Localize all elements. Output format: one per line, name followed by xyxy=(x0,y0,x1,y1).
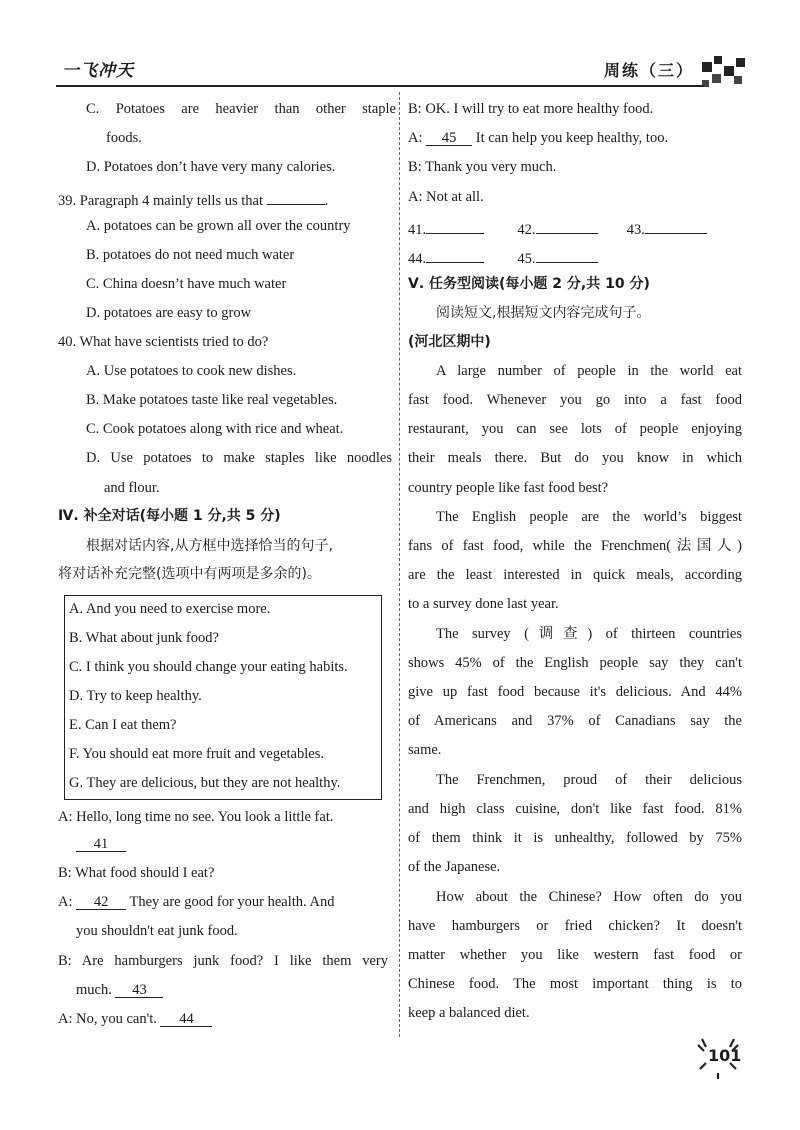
dialog-line-3 xyxy=(58,892,334,912)
dialog-line-7-speaker: A: xyxy=(408,130,423,146)
dialog-line-4-much: much. xyxy=(76,982,112,998)
answer-42-label: 42. xyxy=(517,222,536,238)
answer-row-2 xyxy=(408,245,598,269)
section-4-instruction-2: 将对话补充完整(选项中有两项是多余的)。 xyxy=(58,566,321,582)
option-d: D. Try to keep healthy. xyxy=(69,688,202,704)
dialog-line-7-text: It can help you keep healthy, too. xyxy=(475,130,669,146)
header-rule xyxy=(56,85,704,87)
passage-line: of Americans and 37% of Canadians say the xyxy=(408,713,742,729)
question-39-text: 39. Paragraph 4 mainly tells us that xyxy=(58,193,263,209)
page-header xyxy=(0,0,800,95)
passage-line: their meals there. But do you know in which xyxy=(408,450,742,466)
q40-option-a: A. Use potatoes to cook new dishes. xyxy=(86,363,297,379)
q39-option-c: C. China doesn’t have much water xyxy=(86,276,287,292)
q39-period: . xyxy=(324,193,329,209)
q39-option-d: D. potatoes are easy to grow xyxy=(86,305,252,321)
dialog-line-4: B: Are hamburgers junk food? I like them very xyxy=(58,953,388,969)
passage-line: restaurant, you can see lots of people enjoying xyxy=(408,421,742,437)
dialog-line-5 xyxy=(58,1009,212,1029)
answer-45-label: 45. xyxy=(517,251,536,267)
blank-45[interactable]: 45 xyxy=(426,128,472,146)
dialog-blank-41-row xyxy=(76,834,126,854)
dialog-line-6: B: OK. I will try to eat more healthy food. xyxy=(408,101,654,117)
dialog-line-5-text: A: No, you can't. xyxy=(58,1011,157,1027)
option-b: B. What about junk food? xyxy=(69,630,219,646)
question-40: 40. What have scientists tried to do? xyxy=(58,334,269,350)
passage-line: are the least interested in quick meals, according xyxy=(408,567,742,583)
option-a: A. And you need to exercise more. xyxy=(69,601,271,617)
passage-line: of the Japanese. xyxy=(408,859,501,875)
dialog-line-2: B: What food should I eat? xyxy=(58,865,215,881)
blank-43[interactable]: 43 xyxy=(115,980,163,998)
section-5-instruction: 阅读短文,根据短文内容完成句子。 xyxy=(436,305,651,321)
section-4-heading: Ⅳ. 补全对话(每小题 1 分,共 5 分) xyxy=(58,508,281,524)
passage-line: The English people are the world’s biggest xyxy=(436,509,742,525)
passage-line: have hamburgers or fried chicken? It doesn't xyxy=(408,918,742,934)
answer-45-field[interactable] xyxy=(536,245,598,263)
passage-line: to a survey done last year. xyxy=(408,596,559,612)
answer-44-label: 44. xyxy=(408,251,427,267)
section-4-instruction-1: 根据对话内容,从方框中选择恰当的句子, xyxy=(86,538,333,554)
answer-41-field[interactable] xyxy=(426,216,484,234)
passage-line: How about the Chinese? How often do you xyxy=(436,889,742,905)
source-label: (河北区期中) xyxy=(408,334,491,350)
q38-option-c: C. Potatoes are heavier than other staple xyxy=(86,101,396,117)
passage-line: fans of fast food, while the Frenchmen(法国人) xyxy=(408,538,742,554)
page-number: 101 xyxy=(708,1046,742,1065)
section-5-heading: Ⅴ. 任务型阅读(每小题 2 分,共 10 分) xyxy=(408,276,650,292)
corner-decoration-icon xyxy=(700,52,748,92)
passage-line: same. xyxy=(408,742,442,758)
option-e: E. Can I eat them? xyxy=(69,717,177,733)
answer-41-label: 41. xyxy=(408,222,427,238)
option-f: F. You should eat more fruit and vegetables. xyxy=(69,746,324,762)
q40-option-d: D. Use potatoes to make staples like noodles xyxy=(86,450,392,466)
dialog-line-3-speaker: A: xyxy=(58,894,73,910)
q38-option-d: D. Potatoes don’t have very many calories. xyxy=(86,159,336,175)
answer-42-field[interactable] xyxy=(536,216,598,234)
answer-row-1 xyxy=(408,216,707,240)
dialog-line-9: A: Not at all. xyxy=(408,189,484,205)
passage-line: of them think it is unhealthy, followed by 75% xyxy=(408,830,742,846)
q40-option-b: B. Make potatoes taste like real vegetables. xyxy=(86,392,338,408)
option-c: C. I think you should change your eating habits. xyxy=(69,659,348,675)
options-box xyxy=(64,595,382,800)
passage-line: keep a balanced diet. xyxy=(408,1005,530,1021)
q40-option-d-cont: and flour. xyxy=(104,480,160,496)
answer-44-field[interactable] xyxy=(426,245,484,263)
q39-option-a: A. potatoes can be grown all over the country xyxy=(86,218,351,234)
passage-line: Chinese food. The most important thing is to xyxy=(408,976,742,992)
blank-44[interactable]: 44 xyxy=(160,1009,212,1027)
passage-line: matter whether you like western fast food or xyxy=(408,947,742,963)
dialog-line-3-text: They are good for your health. And xyxy=(129,894,335,910)
brand-logo-text: 一飞冲天 xyxy=(62,61,134,81)
passage-line: give up fast food because it's delicious. And 44% xyxy=(408,684,742,700)
blank-41[interactable]: 41 xyxy=(76,834,126,852)
passage-line: The survey (调查) of thirteen countries xyxy=(436,626,742,642)
answer-43-label: 43. xyxy=(626,222,645,238)
passage-line: The Frenchmen, proud of their delicious xyxy=(436,772,742,788)
q40-option-c: C. Cook potatoes along with rice and wheat. xyxy=(86,421,344,437)
column-divider xyxy=(399,92,400,1037)
passage-line: A large number of people in the world eat xyxy=(436,363,742,379)
passage-line: and high class cuisine, don't like fast food. 81% xyxy=(408,801,742,817)
option-g: G. They are delicious, but they are not healthy. xyxy=(69,775,341,791)
passage-line: shows 45% of the English people say they can't xyxy=(408,655,742,671)
q38-option-c-cont: foods. xyxy=(106,130,142,146)
weekly-title: 周练（三） xyxy=(604,61,695,80)
answer-43-field[interactable] xyxy=(645,216,707,234)
dialog-line-8: B: Thank you very much. xyxy=(408,159,557,175)
question-39 xyxy=(58,187,328,211)
dialog-line-3-cont: you shouldn't eat junk food. xyxy=(76,923,238,939)
passage-line: fast food. Whenever you go into a fast food xyxy=(408,392,742,408)
dialog-line-7 xyxy=(408,128,668,148)
q39-blank[interactable] xyxy=(267,187,325,205)
passage-line: country people like fast food best? xyxy=(408,480,609,496)
blank-42[interactable]: 42 xyxy=(76,892,126,910)
dialog-line-1: A: Hello, long time no see. You look a little fat. xyxy=(58,809,334,825)
dialog-line-4-cont xyxy=(76,980,163,1000)
q39-option-b: B. potatoes do not need much water xyxy=(86,247,295,263)
